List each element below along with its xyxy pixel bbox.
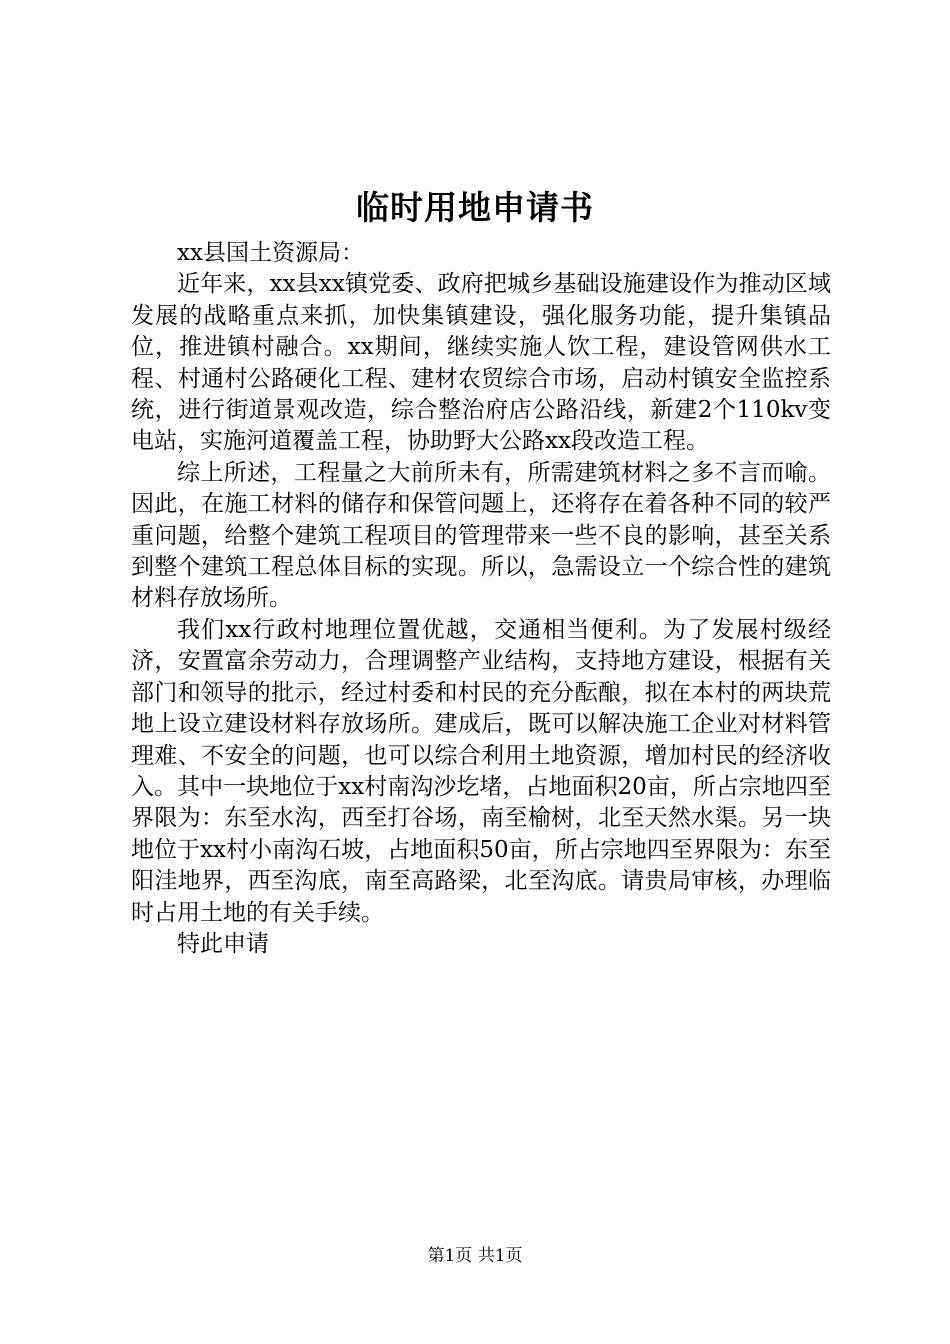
paragraph-background: 近年来，xx县xx镇党委、政府把城乡基础设施建设作为推动区域发展的战略重点来抓，加快集镇建设，强化服务功能，提升集镇品位，推进镇村融合。xx期间，继续实施人饮工程，建设管网供水工程、村通村公路硬化工程、建材农贸综合市场，启动村镇安全监控系统，进行街道景观改造，综合整治府店公路沿线，新建2个110kv变电站，实施河道覆盖工程，协助野大公路xx段改造工程。 [131,271,831,455]
paragraph-proposal: 我们xx行政村地理位置优越，交通相当便利。为了发展村级经济，安置富余劳动力，合理调整产业结构，支持地方建设，根据有关部门和领导的批示，经过村委和村民的充分酝酿，拟在本村的两块荒地上设立建设材料存放场所。建成后，既可以解决施工企业对材料管理难、不安全的问题，也可以综合利用土地资源，增加村民的经济收入。其中一块地位于xx村南沟沙圪堵，占地面积20亩，所占宗地四至界限为：东至水沟，西至打谷场，南至榆树，北至天然水渠。另一块地位于xx村小南沟石坡，占地面积50亩，所占宗地四至界限为：东至阳洼地界，西至沟底，南至高路梁，北至沟底。请贵局审核，办理临时占用土地的有关手续。 [131,616,831,926]
closing-line: 特此申请 [177,930,269,957]
paragraph-need: 综上所述，工程量之大前所未有，所需建筑材料之多不言而喻。因此，在施工材料的储存和保管问题上，还将存在着各种不同的较严重问题，给整个建筑工程项目的管理带来一些不良的影响，甚至关系到整个建筑工程总体目标的实现。所以，急需设立一个综合性的建筑材料存放场所。 [131,459,831,612]
document-body [131,238,831,960]
document-title: 临时用地申请书 [356,188,594,227]
salutation: xx县国土资源局： [177,240,364,266]
page-footer: 第1页 共1页 [427,1246,523,1266]
